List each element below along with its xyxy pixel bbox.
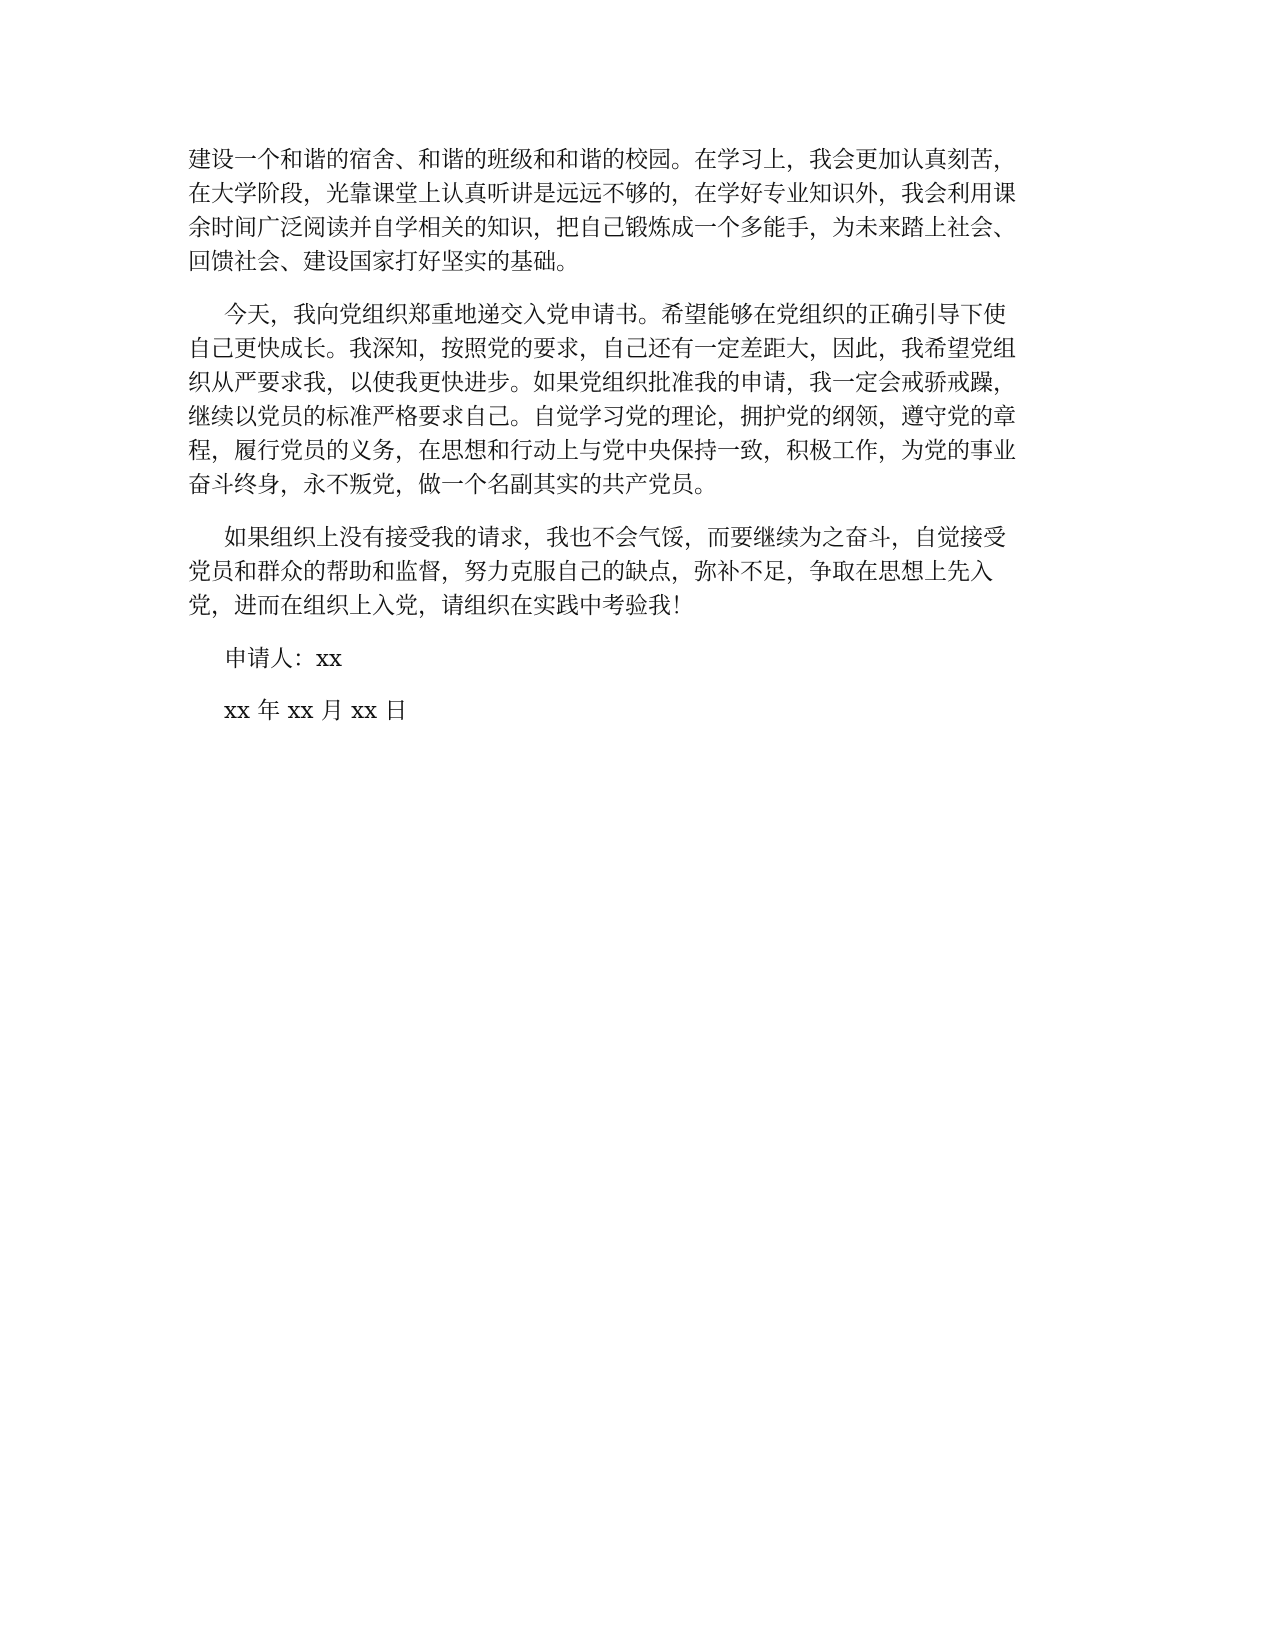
text-line: 程，履行党员的义务，在思想和行动上与党中央保持一致，积极工作，为党的事业 <box>188 438 1016 464</box>
text-line: 继续以党员的标准严格要求自己。自觉学习党的理论，拥护党的纲领，遵守党的章 <box>188 404 1016 430</box>
text-line: 在大学阶段，光靠课堂上认真听讲是远远不够的，在学好专业知识外，我会利用课 <box>188 181 1016 207</box>
text-line: 今天，我向党组织郑重地递交入党申请书。希望能够在党组织的正确引导下使 <box>224 302 1006 328</box>
text-line: 如果组织上没有接受我的请求，我也不会气馁，而要继续为之奋斗，自觉接受 <box>224 525 1006 551</box>
text-line: 回馈社会、建设国家打好坚实的基础。 <box>188 249 579 275</box>
text-line: 奋斗终身，永不叛党，做一个名副其实的共产党员。 <box>188 472 717 498</box>
text-line: 余时间广泛阅读并自学相关的知识，把自己锻炼成一个多能手，为未来踏上社会、 <box>188 215 1016 241</box>
text-line: 织从严要求我，以使我更快进步。如果党组织批准我的申请，我一定会戒骄戒躁， <box>188 370 1016 396</box>
paragraph-study <box>188 143 1088 279</box>
text-line: 党员和群众的帮助和监督，努力克服自己的缺点，弥补不足，争取在思想上先入 <box>188 559 993 585</box>
document-page <box>188 143 1088 746</box>
signature-date: xx 年 xx 月 xx 日 <box>224 698 408 724</box>
applicant-signature: 申请人：xx <box>224 646 342 672</box>
text-line: 建设一个和谐的宿舍、和谐的班级和和谐的校园。在学习上，我会更加认真刻苦， <box>188 147 1016 173</box>
paragraph-commitment <box>188 521 1088 623</box>
paragraph-application <box>188 298 1088 502</box>
text-line: 自己更快成长。我深知，按照党的要求，自己还有一定差距大，因此，我希望党组 <box>188 336 1016 362</box>
text-line: 党，进而在组织上入党，请组织在实践中考验我！ <box>188 593 694 619</box>
